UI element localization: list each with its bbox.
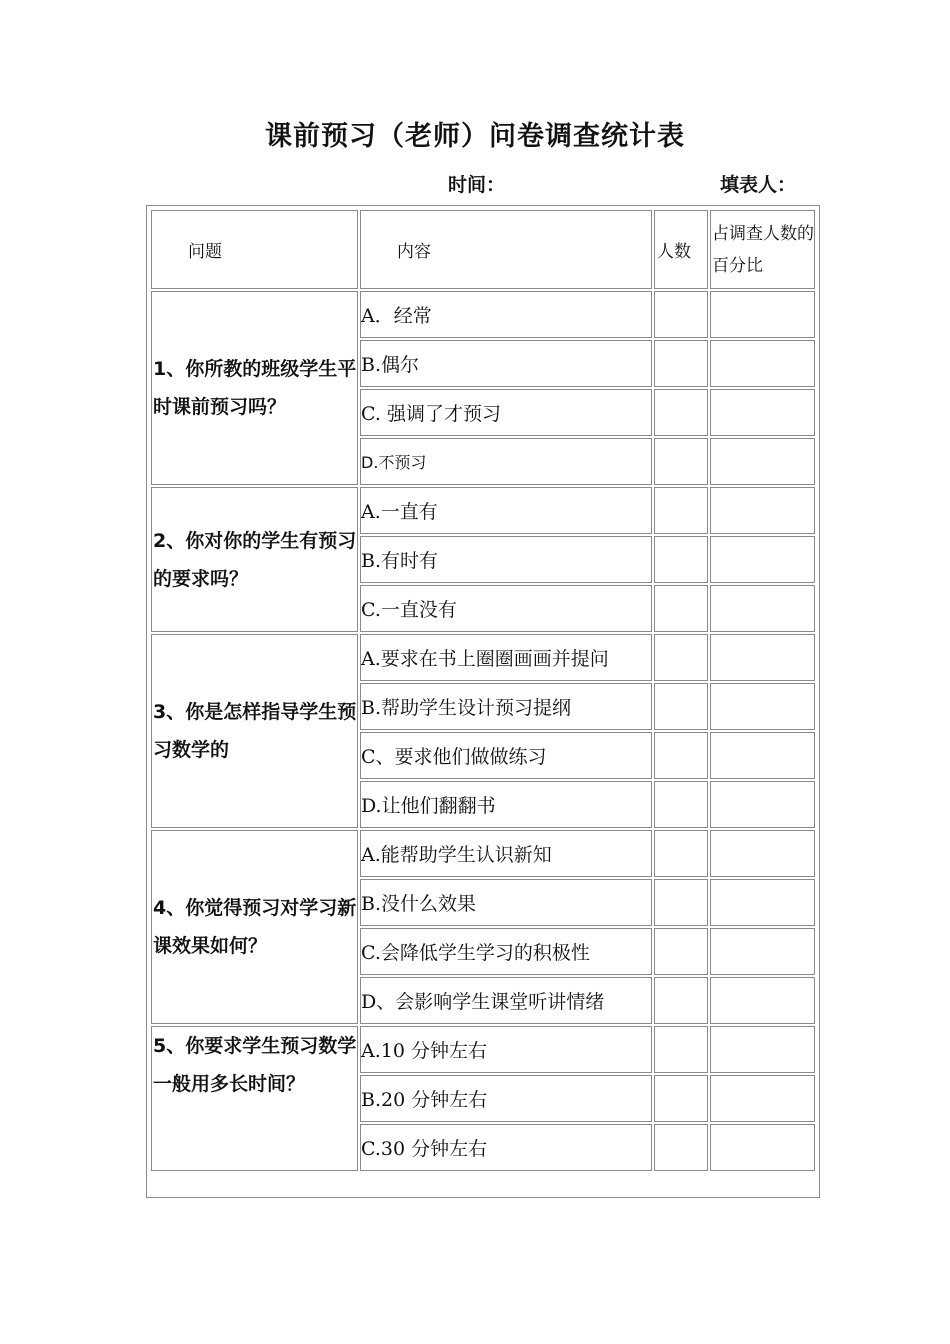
header-count: 人数 xyxy=(654,210,708,289)
option-cell: D.让他们翻翻书 xyxy=(360,781,652,828)
count-cell[interactable] xyxy=(654,683,708,730)
header-question: 问题 xyxy=(151,210,358,289)
option-cell: B.没什么效果 xyxy=(360,879,652,926)
percent-cell[interactable] xyxy=(710,879,815,926)
question-cell: 5、你要求学生预习数学一般用多长时间？ xyxy=(151,1026,358,1171)
option-cell: C.会降低学生学习的积极性 xyxy=(360,928,652,975)
count-cell[interactable] xyxy=(654,1124,708,1171)
option-cell: C. 强调了才预习 xyxy=(360,389,652,436)
table-row xyxy=(151,291,815,338)
percent-cell[interactable] xyxy=(710,438,815,485)
option-cell: A.10 分钟左右 xyxy=(360,1026,652,1073)
option-cell: A.一直有 xyxy=(360,487,652,534)
percent-cell[interactable] xyxy=(710,732,815,779)
table-row xyxy=(151,487,815,534)
count-cell[interactable] xyxy=(654,536,708,583)
table-row xyxy=(151,1026,815,1073)
option-cell: A.能帮助学生认识新知 xyxy=(360,830,652,877)
percent-cell[interactable] xyxy=(710,928,815,975)
percent-cell[interactable] xyxy=(710,291,815,338)
table-row xyxy=(151,830,815,877)
option-cell: D、会影响学生课堂听讲情绪 xyxy=(360,977,652,1024)
percent-cell[interactable] xyxy=(710,536,815,583)
count-cell[interactable] xyxy=(654,928,708,975)
count-cell[interactable] xyxy=(654,487,708,534)
count-cell[interactable] xyxy=(654,389,708,436)
count-cell[interactable] xyxy=(654,340,708,387)
option-cell: B.有时有 xyxy=(360,536,652,583)
table-row xyxy=(151,634,815,681)
count-cell[interactable] xyxy=(654,1026,708,1073)
percent-cell[interactable] xyxy=(710,340,815,387)
percent-cell[interactable] xyxy=(710,634,815,681)
question-cell: 2、你对你的学生有预习的要求吗？ xyxy=(151,487,358,632)
header-percent: 占调查人数的百分比 xyxy=(710,210,815,289)
count-cell[interactable] xyxy=(654,781,708,828)
percent-cell[interactable] xyxy=(710,1075,815,1122)
percent-cell[interactable] xyxy=(710,1124,815,1171)
header-row xyxy=(151,210,815,289)
filler-label: 填表人： xyxy=(720,174,797,196)
option-cell: B.偶尔 xyxy=(360,340,652,387)
option-cell: A.要求在书上圈圈画画并提问 xyxy=(360,634,652,681)
percent-cell[interactable] xyxy=(710,977,815,1024)
page-title: 课前预习（老师）问卷调查统计表 xyxy=(265,121,685,152)
question-cell: 3、你是怎样指导学生预习数学的 xyxy=(151,634,358,828)
count-cell[interactable] xyxy=(654,585,708,632)
option-cell: A．经常 xyxy=(360,291,652,338)
option-cell: B.帮助学生设计预习提纲 xyxy=(360,683,652,730)
percent-cell[interactable] xyxy=(710,781,815,828)
count-cell[interactable] xyxy=(654,634,708,681)
option-cell: D.不预习 xyxy=(360,438,652,485)
count-cell[interactable] xyxy=(654,438,708,485)
question-cell: 1、你所教的班级学生平时课前预习吗？ xyxy=(151,291,358,485)
option-cell: B.20 分钟左右 xyxy=(360,1075,652,1122)
count-cell[interactable] xyxy=(654,291,708,338)
count-cell[interactable] xyxy=(654,732,708,779)
percent-cell[interactable] xyxy=(710,389,815,436)
count-cell[interactable] xyxy=(654,879,708,926)
time-label: 时间： xyxy=(448,174,506,196)
count-cell[interactable] xyxy=(654,977,708,1024)
percent-cell[interactable] xyxy=(710,1026,815,1073)
option-cell: C、要求他们做做练习 xyxy=(360,732,652,779)
header-content: 内容 xyxy=(360,210,652,289)
option-cell: C.一直没有 xyxy=(360,585,652,632)
percent-cell[interactable] xyxy=(710,830,815,877)
question-cell: 4、你觉得预习对学习新课效果如何？ xyxy=(151,830,358,1024)
count-cell[interactable] xyxy=(654,830,708,877)
percent-cell[interactable] xyxy=(710,683,815,730)
percent-cell[interactable] xyxy=(710,585,815,632)
percent-cell[interactable] xyxy=(710,487,815,534)
survey-table xyxy=(146,205,820,1198)
option-cell: C.30 分钟左右 xyxy=(360,1124,652,1171)
count-cell[interactable] xyxy=(654,1075,708,1122)
